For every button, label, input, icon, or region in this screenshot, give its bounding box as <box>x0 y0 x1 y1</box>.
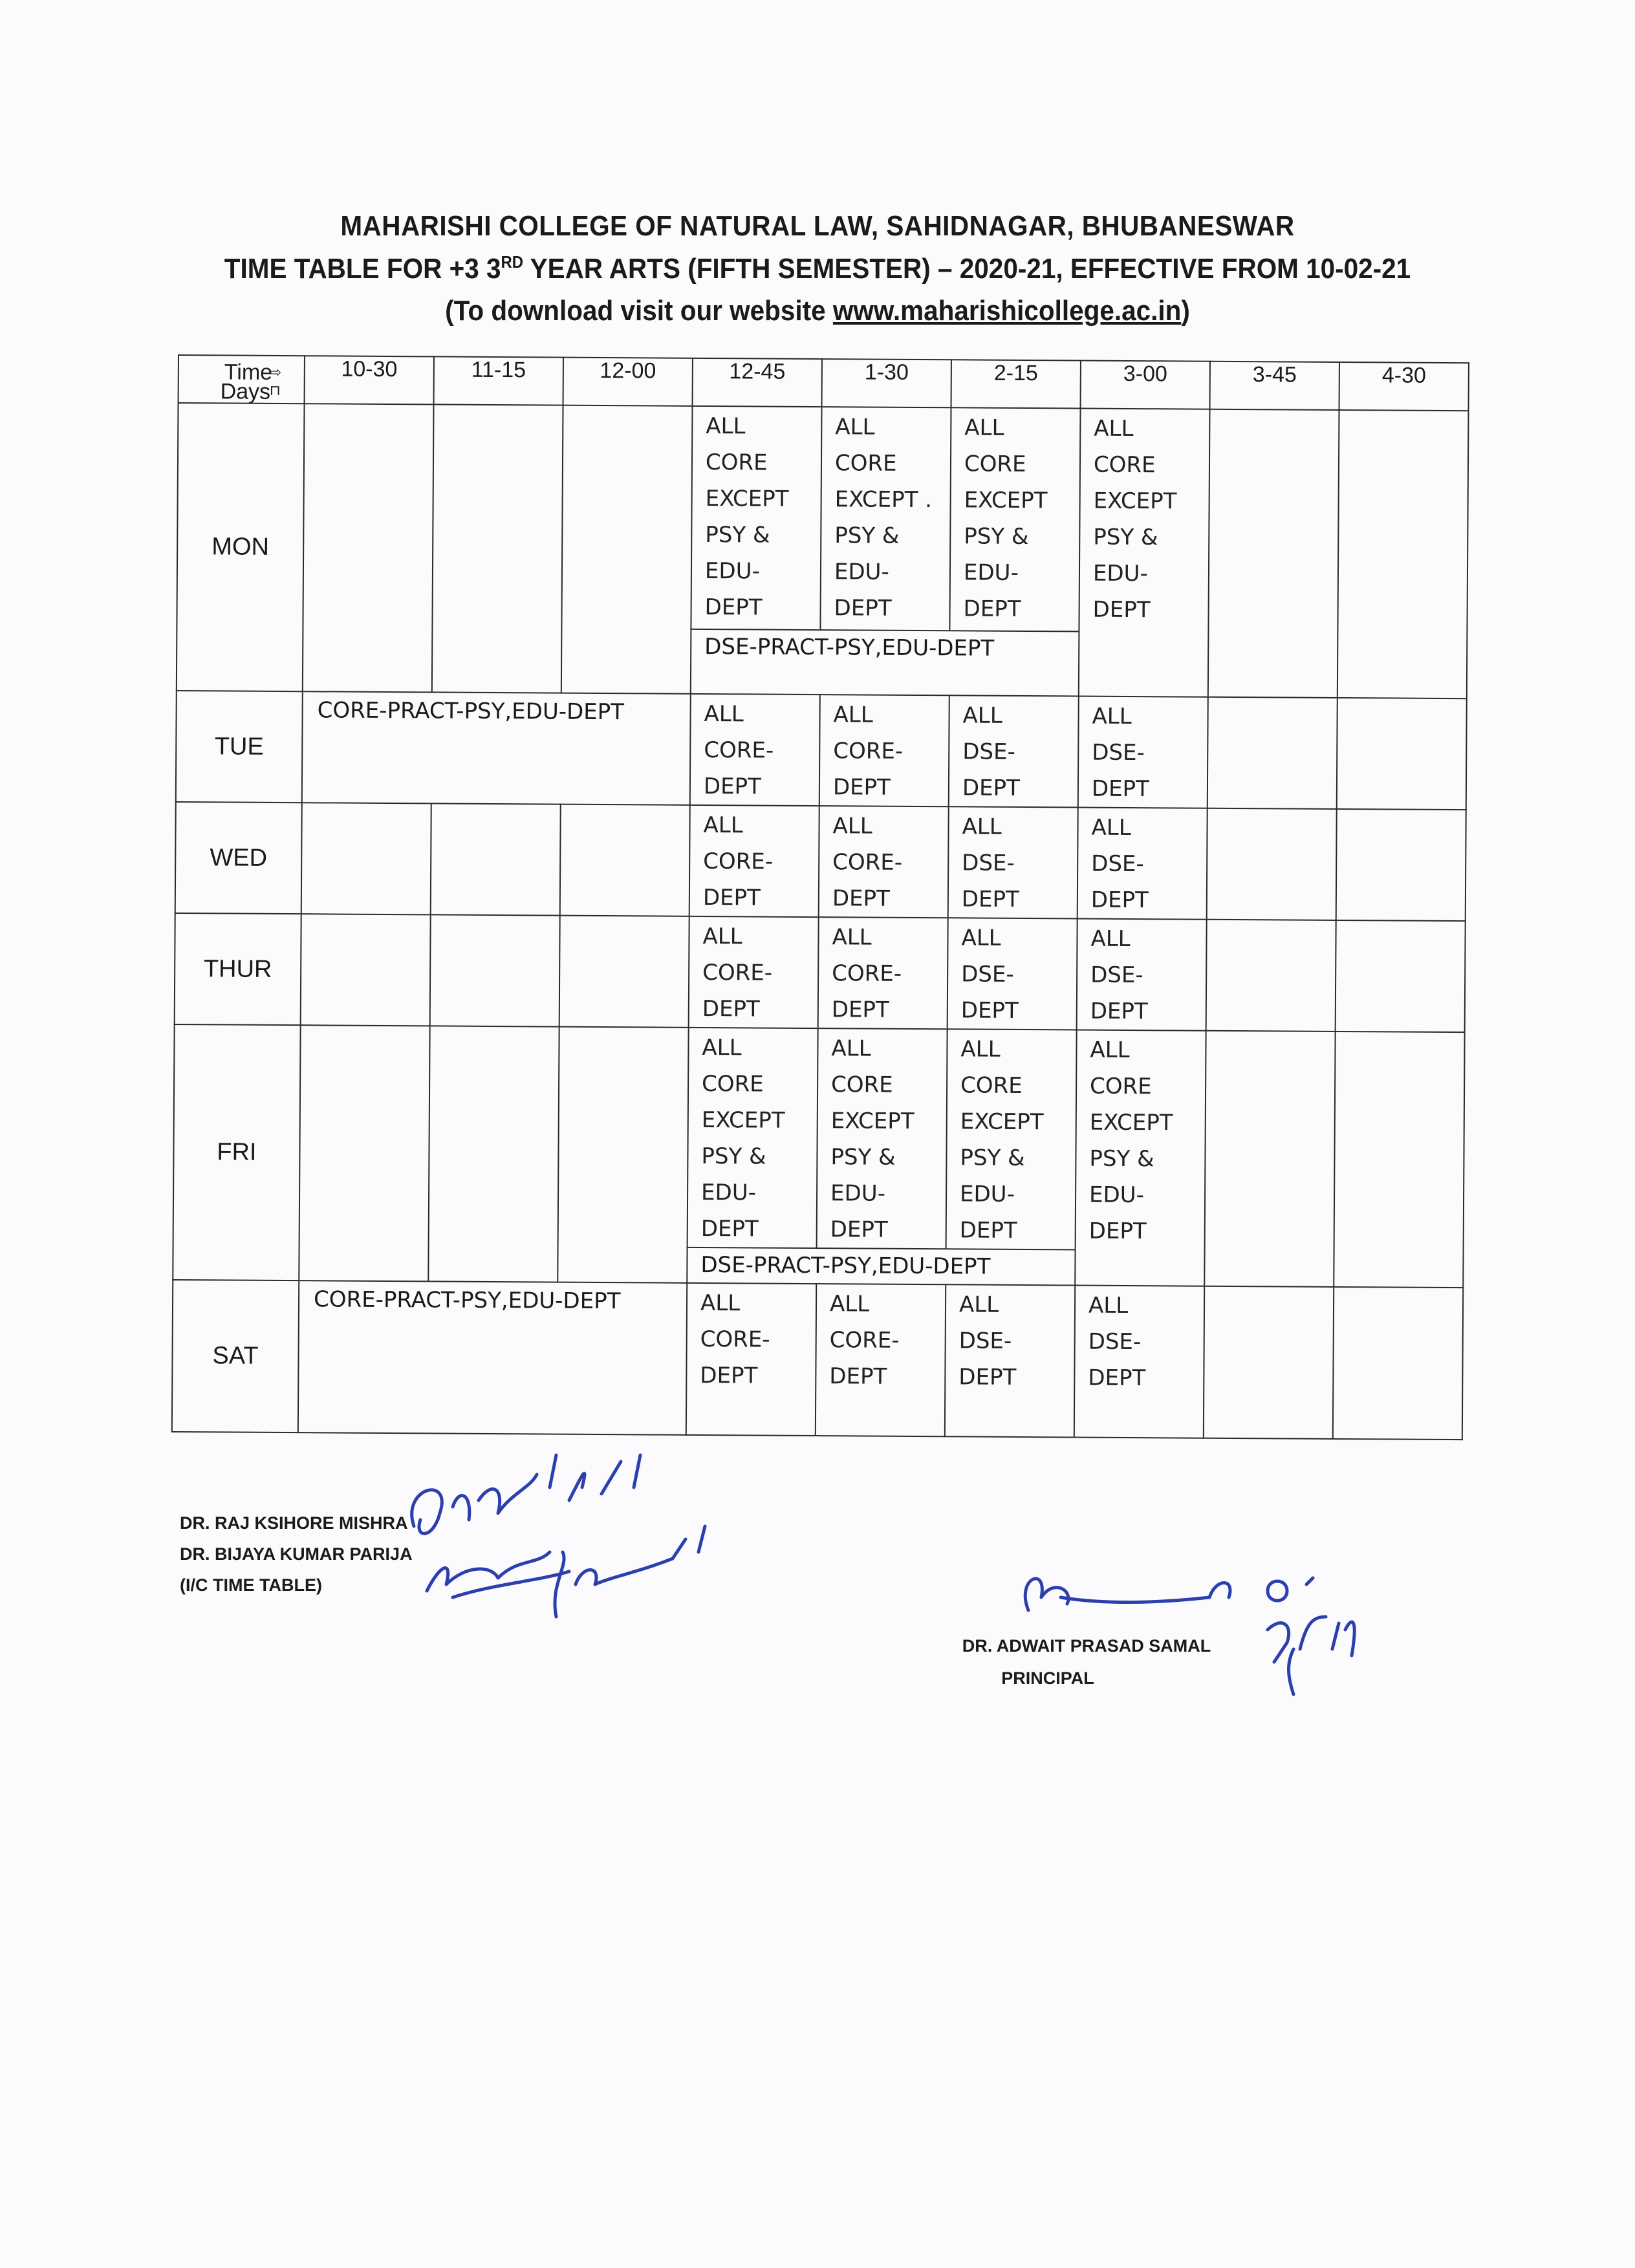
class-cell: ALL CORE- DEPT <box>818 917 948 1029</box>
class-cell: ALL DSE- DEPT <box>1077 919 1207 1031</box>
website-link[interactable]: www.maharishicollege.ac.in <box>832 295 1182 327</box>
arrow-right-icon: ⇨ <box>269 363 282 380</box>
class-cell: ALL CORE- DEPT <box>819 806 949 918</box>
time-slot-header: 10-30 <box>305 356 434 404</box>
class-cell: ALL CORE- DEPT <box>686 1283 816 1436</box>
core-practical-block: CORE-PRACT-PSY,EDU-DEPT <box>298 1280 687 1435</box>
signature-parija <box>427 1526 705 1617</box>
class-cell: ALL DSE- DEPT <box>945 1284 1075 1437</box>
class-cell: ALL CORE EXCEPT . PSY & EDU- DEPT <box>820 407 951 631</box>
class-cell: ALL CORE- DEPT <box>690 694 820 806</box>
time-slot-header: 11-15 <box>434 356 563 405</box>
class-cell: ALL CORE- DEPT <box>689 916 819 1028</box>
class-cell: ALL CORE EXCEPT PSY & EDU- DEPT <box>817 1028 947 1249</box>
college-name: MAHARISHI COLLEGE OF NATURAL LAW, SAHIDNAGAR, BHUBANESWAR <box>340 210 1295 242</box>
day-label: THUR <box>175 913 301 1025</box>
signature-samal <box>1025 1578 1354 1694</box>
corner-days-label: Days <box>220 379 271 404</box>
principal-role: PRINCIPAL <box>1001 1669 1094 1688</box>
class-cell: ALL CORE- DEPT <box>819 695 949 806</box>
time-slot-header: 2-15 <box>951 360 1081 408</box>
class-cell: ALL CORE EXCEPT PSY & EDU- DEPT <box>691 406 821 630</box>
arrow-down-icon: ⊓ <box>269 382 281 398</box>
class-cell: ALL DSE- DEPT <box>1078 697 1208 808</box>
class-cell: ALL DSE- DEPT <box>1077 808 1207 920</box>
class-cell: ALL CORE- DEPT <box>816 1284 946 1436</box>
class-cell: ALL CORE EXCEPT PSY & EDU- DEPT <box>949 407 1080 631</box>
class-cell: ALL DSE- DEPT <box>948 806 1078 918</box>
day-label: FRI <box>173 1024 300 1280</box>
day-label: SAT <box>172 1280 299 1432</box>
class-cell: ALL CORE EXCEPT PSY & EDU- DEPT <box>946 1029 1077 1249</box>
time-slot-header: 3-45 <box>1210 362 1339 410</box>
principal-name: DR. ADWAIT PRASAD SAMAL <box>962 1636 1211 1656</box>
class-cell: ALL CORE- DEPT <box>689 805 819 917</box>
signatory-name-1: DR. RAJ KSIHORE MISHRA <box>180 1513 408 1533</box>
timetable-title: TIME TABLE FOR +3 3RD YEAR ARTS (FIFTH SEMESTER) – 2020-21, EFFECTIVE FROM 10-02-21 <box>224 252 1411 285</box>
time-slot-header: 4-30 <box>1339 362 1469 411</box>
dse-practical-block: DSE-PRACT-PSY,EDU-DEPT <box>691 629 1079 697</box>
day-label: TUE <box>176 691 303 803</box>
day-label: MON <box>177 403 305 691</box>
dse-practical-block: DSE-PRACT-PSY,EDU-DEPT <box>687 1247 1075 1286</box>
signature-mishra <box>412 1455 640 1533</box>
signatory-role: (I/C TIME TABLE) <box>180 1575 322 1595</box>
class-cell: ALL CORE EXCEPT PSY & EDU- DEPT <box>1075 1030 1206 1286</box>
time-slot-header: 1-30 <box>822 359 951 407</box>
corner-time-label: Time <box>224 360 273 385</box>
core-practical-block: CORE-PRACT-PSY,EDU-DEPT <box>302 691 691 805</box>
class-cell: ALL DSE- DEPT <box>949 695 1079 807</box>
time-slot-header: 12-00 <box>563 358 693 406</box>
time-slot-header: 12-45 <box>693 358 822 407</box>
class-cell: ALL DSE- DEPT <box>1074 1286 1204 1438</box>
download-note: (To download visit our website www.maharishicollege.ac.in) <box>445 295 1190 327</box>
day-label: WED <box>175 802 302 914</box>
signatory-name-2: DR. BIJAYA KUMAR PARIJA <box>180 1544 413 1564</box>
time-slot-header: 3-00 <box>1081 361 1210 409</box>
class-cell: ALL DSE- DEPT <box>947 918 1077 1030</box>
class-cell: ALL CORE EXCEPT PSY & EDU- DEPT <box>1079 409 1210 697</box>
class-cell: ALL CORE EXCEPT PSY & EDU- DEPT <box>688 1028 818 1248</box>
